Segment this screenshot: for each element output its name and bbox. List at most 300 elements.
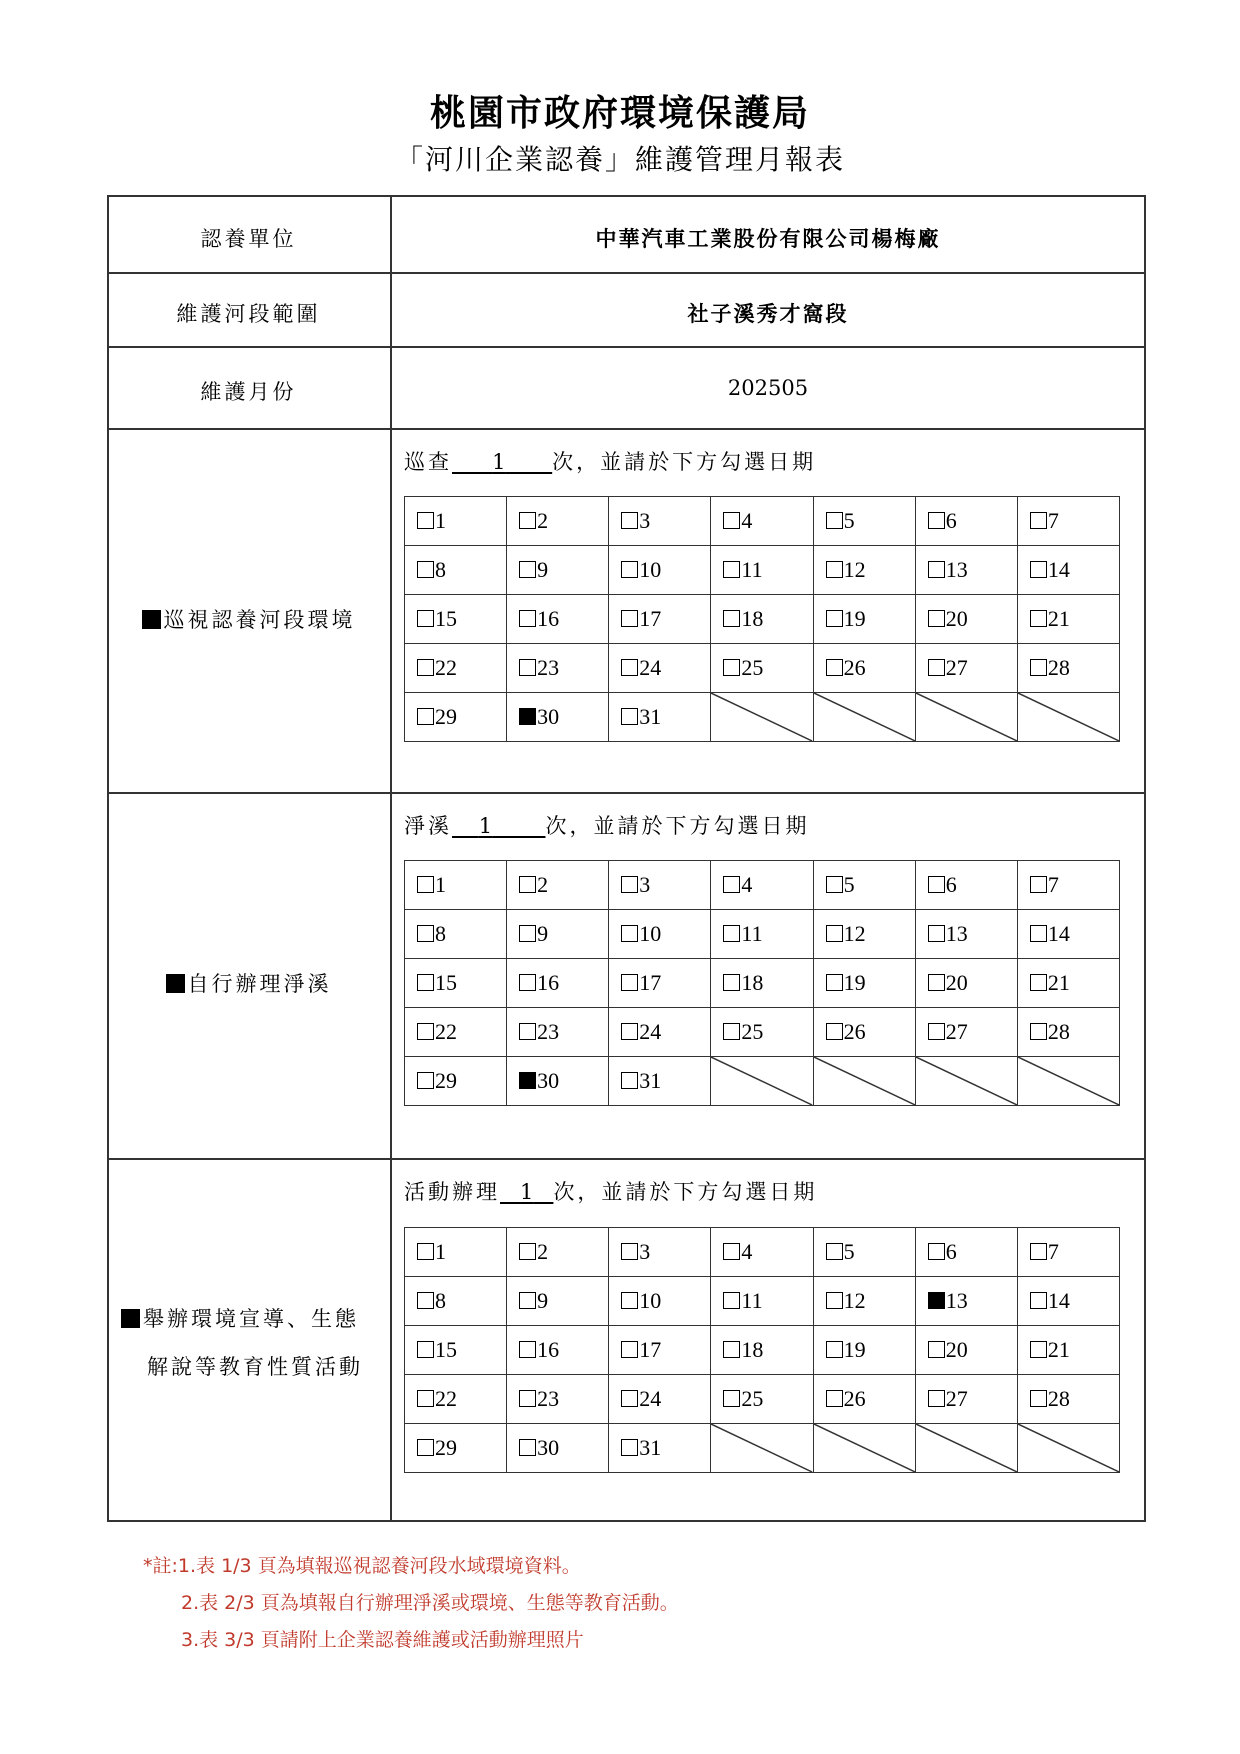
date-cell[interactable] [609, 1424, 711, 1473]
date-number: 17 [639, 970, 662, 995]
date-number: 10 [639, 557, 662, 582]
empty-date-cell [1017, 693, 1119, 742]
date-cell[interactable] [711, 910, 813, 959]
date-number: 5 [843, 508, 855, 533]
row-divider [107, 346, 1146, 348]
checkbox-icon[interactable] [519, 876, 536, 893]
row-divider [107, 792, 1146, 794]
date-number: 25 [741, 1386, 764, 1411]
page-title: 桃園市政府環境保護局 [429, 92, 810, 134]
date-number: 18 [741, 1337, 764, 1362]
checkbox-icon[interactable] [1030, 1292, 1047, 1309]
date-cell[interactable] [405, 910, 507, 959]
checkbox-icon[interactable] [826, 925, 843, 942]
date-cell[interactable] [1017, 959, 1119, 1008]
date-number: 24 [639, 1386, 662, 1411]
checkbox-icon[interactable] [621, 1439, 638, 1456]
date-cell[interactable] [1017, 1375, 1119, 1424]
date-cell[interactable] [915, 1375, 1017, 1424]
date-cell[interactable] [813, 861, 915, 910]
checkbox-icon[interactable] [621, 1023, 638, 1040]
checkbox-icon[interactable] [826, 1390, 843, 1407]
date-number: 12 [843, 921, 866, 946]
checkbox-icon[interactable] [621, 512, 638, 529]
checkbox-icon[interactable] [417, 1243, 434, 1260]
date-cell[interactable] [711, 1375, 813, 1424]
date-cell[interactable] [405, 1424, 507, 1473]
diagonal-slash-icon [1018, 693, 1119, 741]
date-number: 27 [945, 1386, 968, 1411]
date-cell[interactable] [609, 546, 711, 595]
date-number: 6 [945, 872, 957, 897]
section-patrol-label: 巡視認養河段環境 [107, 604, 390, 634]
date-number: 9 [537, 557, 549, 582]
checkbox-icon[interactable] [826, 561, 843, 578]
diagonal-slash-icon [916, 1057, 1017, 1105]
date-number: 15 [435, 606, 457, 631]
date-number: 29 [435, 1435, 457, 1460]
checkbox-icon[interactable] [417, 512, 434, 529]
date-cell[interactable] [609, 1277, 711, 1326]
checkbox-icon[interactable] [519, 1341, 536, 1358]
activity-date-grid [404, 1227, 1120, 1473]
checkbox-icon[interactable] [1030, 659, 1047, 676]
date-number: 18 [741, 606, 764, 631]
checkbox-icon[interactable] [519, 610, 536, 627]
checkbox-icon[interactable] [417, 1072, 434, 1089]
cleanup-count-line: 淨溪 1 次，並請於下方勾選日期 [404, 814, 810, 838]
checkbox-icon[interactable] [417, 659, 434, 676]
checkbox-icon[interactable] [621, 708, 638, 725]
date-number: 25 [741, 1019, 764, 1044]
date-cell[interactable] [915, 959, 1017, 1008]
date-grid-row [405, 546, 1120, 595]
date-cell[interactable] [405, 1008, 507, 1057]
date-cell[interactable] [405, 861, 507, 910]
date-grid-row [405, 497, 1120, 546]
date-cell[interactable] [711, 861, 813, 910]
date-cell[interactable] [405, 1277, 507, 1326]
checkbox-icon[interactable] [519, 659, 536, 676]
checkbox-icon[interactable] [417, 708, 434, 725]
date-number: 29 [435, 704, 457, 729]
checkbox-icon[interactable] [1030, 512, 1047, 529]
date-grid-row [405, 1277, 1120, 1326]
date-number: 22 [435, 1386, 457, 1411]
unit-label: 認養單位 [200, 227, 297, 251]
date-number: 30 [537, 1068, 560, 1093]
checkbox-icon[interactable] [723, 1023, 740, 1040]
checkbox-icon[interactable] [723, 1390, 740, 1407]
date-number: 5 [843, 872, 855, 897]
date-cell[interactable] [1017, 595, 1119, 644]
checkbox-icon[interactable] [723, 925, 740, 942]
checkbox-icon[interactable] [723, 610, 740, 627]
date-cell[interactable] [609, 1375, 711, 1424]
date-cell[interactable] [813, 1375, 915, 1424]
checkbox-icon[interactable] [621, 1243, 638, 1260]
date-cell[interactable] [915, 1326, 1017, 1375]
checkbox-icon[interactable] [621, 610, 638, 627]
date-grid-row [405, 1326, 1120, 1375]
date-cell[interactable] [507, 546, 609, 595]
activity-count-field[interactable]: 1 [520, 1180, 534, 1204]
date-number: 3 [639, 508, 651, 533]
checkbox-icon[interactable] [723, 561, 740, 578]
checkbox-icon[interactable] [417, 1341, 434, 1358]
date-cell[interactable] [1017, 1228, 1119, 1277]
checkbox-icon[interactable] [519, 974, 536, 991]
date-number: 4 [741, 508, 753, 533]
empty-date-cell [813, 693, 915, 742]
date-number: 20 [945, 606, 968, 631]
date-cell[interactable] [609, 693, 711, 742]
checkbox-icon[interactable] [928, 1341, 945, 1358]
date-number: 26 [843, 1386, 866, 1411]
date-cell[interactable] [609, 1008, 711, 1057]
row-divider [107, 1158, 1146, 1160]
checkbox-icon[interactable] [621, 974, 638, 991]
checkbox-icon[interactable] [723, 512, 740, 529]
date-grid-row [405, 644, 1120, 693]
checkbox-icon[interactable] [723, 876, 740, 893]
checkbox-icon[interactable] [826, 610, 843, 627]
date-cell[interactable] [507, 910, 609, 959]
checkbox-icon[interactable] [519, 1390, 536, 1407]
date-number: 25 [741, 655, 764, 680]
date-grid-row [405, 910, 1120, 959]
checked-box-icon[interactable] [142, 610, 161, 629]
date-number: 27 [945, 1019, 968, 1044]
date-number: 15 [435, 1337, 457, 1362]
date-number: 27 [945, 655, 968, 680]
section-education-label: 舉辦環境宣導、生態 解說等教育性質活動 [107, 1295, 390, 1391]
checkbox-icon[interactable] [519, 1243, 536, 1260]
checkbox-icon[interactable] [621, 1072, 638, 1089]
date-cell[interactable] [609, 595, 711, 644]
checkbox-icon[interactable] [723, 1243, 740, 1260]
date-cell[interactable] [915, 861, 1017, 910]
checkbox-icon[interactable] [1030, 1390, 1047, 1407]
date-number: 14 [1047, 921, 1070, 946]
note-line: *註:1.表 1/3 頁為填報巡視認養河段水域環境資料。 [143, 1555, 581, 1577]
date-number: 23 [537, 1386, 560, 1411]
checkbox-icon[interactable] [621, 876, 638, 893]
patrol-date-grid [404, 496, 1120, 742]
date-cell[interactable] [915, 1228, 1017, 1277]
date-cell[interactable] [711, 497, 813, 546]
date-cell[interactable] [711, 546, 813, 595]
checkbox-icon[interactable] [417, 974, 434, 991]
date-cell[interactable] [405, 644, 507, 693]
date-cell[interactable] [711, 959, 813, 1008]
date-cell[interactable] [507, 1008, 609, 1057]
date-number: 2 [537, 872, 549, 897]
patrol-count-field[interactable]: 1 [492, 450, 506, 474]
checked-box-icon[interactable] [928, 1292, 945, 1309]
date-cell[interactable] [609, 497, 711, 546]
date-number: 19 [843, 1337, 866, 1362]
checkbox-icon[interactable] [928, 1243, 945, 1260]
date-cell[interactable] [711, 595, 813, 644]
date-cell[interactable] [507, 861, 609, 910]
date-cell[interactable] [915, 910, 1017, 959]
checkbox-icon[interactable] [826, 512, 843, 529]
empty-date-cell [711, 693, 813, 742]
date-cell[interactable] [915, 1008, 1017, 1057]
checkbox-icon[interactable] [1030, 974, 1047, 991]
checkbox-icon[interactable] [1030, 1243, 1047, 1260]
date-cell[interactable] [1017, 861, 1119, 910]
date-number: 31 [639, 1068, 662, 1093]
checkbox-icon[interactable] [723, 974, 740, 991]
date-cell[interactable] [1017, 546, 1119, 595]
date-number: 15 [435, 970, 457, 995]
date-number: 2 [537, 508, 549, 533]
date-cell[interactable] [813, 910, 915, 959]
checkbox-icon[interactable] [826, 659, 843, 676]
checkbox-icon[interactable] [826, 1243, 843, 1260]
checkbox-icon[interactable] [1030, 876, 1047, 893]
checkbox-icon[interactable] [417, 1292, 434, 1309]
checkbox-icon[interactable] [621, 1341, 638, 1358]
date-cell[interactable] [507, 1326, 609, 1375]
checkbox-icon[interactable] [417, 1390, 434, 1407]
checkbox-icon[interactable] [1030, 1023, 1047, 1040]
checkbox-icon[interactable] [417, 610, 434, 627]
date-cell[interactable] [711, 1008, 813, 1057]
date-number: 13 [945, 921, 968, 946]
diagonal-slash-icon [711, 693, 812, 741]
checkbox-icon[interactable] [928, 1023, 945, 1040]
date-number: 22 [435, 1019, 457, 1044]
date-cell[interactable] [507, 1228, 609, 1277]
date-number: 26 [843, 655, 866, 680]
date-grid-row [405, 693, 1120, 742]
checkbox-icon[interactable] [519, 1023, 536, 1040]
date-number: 7 [1047, 1239, 1059, 1264]
checkbox-icon[interactable] [928, 925, 945, 942]
checkbox-icon[interactable] [826, 876, 843, 893]
patrol-count-line: 巡查 1 次，並請於下方勾選日期 [404, 450, 817, 474]
date-cell[interactable] [813, 1326, 915, 1375]
date-cell[interactable] [507, 693, 609, 742]
date-cell[interactable] [609, 1057, 711, 1106]
date-cell[interactable] [609, 1228, 711, 1277]
date-cell[interactable] [813, 959, 915, 1008]
empty-date-cell [915, 1057, 1017, 1106]
checkbox-icon[interactable] [1030, 925, 1047, 942]
date-cell[interactable] [915, 644, 1017, 693]
checkbox-icon[interactable] [1030, 1341, 1047, 1358]
date-cell[interactable] [1017, 497, 1119, 546]
checkbox-icon[interactable] [928, 610, 945, 627]
date-cell[interactable] [609, 644, 711, 693]
checkbox-icon[interactable] [723, 1292, 740, 1309]
checkbox-icon[interactable] [928, 876, 945, 893]
date-grid-row [405, 1057, 1120, 1106]
date-cell[interactable] [915, 497, 1017, 546]
checkbox-icon[interactable] [519, 512, 536, 529]
checkbox-icon[interactable] [621, 561, 638, 578]
date-number: 28 [1047, 655, 1070, 680]
date-cell[interactable] [915, 595, 1017, 644]
checkbox-icon[interactable] [519, 1439, 536, 1456]
checked-box-icon[interactable] [121, 1309, 140, 1328]
date-cell[interactable] [609, 861, 711, 910]
date-cell[interactable] [609, 910, 711, 959]
page-subtitle: 「河川企業認養」維護管理月報表 [394, 143, 845, 176]
date-number: 30 [537, 704, 560, 729]
empty-date-cell [1017, 1057, 1119, 1106]
date-grid-row [405, 1375, 1120, 1424]
date-cell[interactable] [813, 1277, 915, 1326]
date-cell[interactable] [507, 644, 609, 693]
date-cell[interactable] [405, 1326, 507, 1375]
date-cell[interactable] [405, 1228, 507, 1277]
empty-date-cell [915, 693, 1017, 742]
checkbox-icon[interactable] [519, 925, 536, 942]
checkbox-icon[interactable] [417, 1023, 434, 1040]
date-number: 24 [639, 655, 662, 680]
date-number: 7 [1047, 508, 1059, 533]
range-label: 維護河段範圍 [176, 302, 321, 326]
date-cell[interactable] [1017, 1277, 1119, 1326]
date-cell[interactable] [405, 1057, 507, 1106]
checkbox-icon[interactable] [928, 1390, 945, 1407]
checkbox-icon[interactable] [1030, 561, 1047, 578]
date-grid-row [405, 1008, 1120, 1057]
checkbox-icon[interactable] [621, 1390, 638, 1407]
diagonal-slash-icon [916, 693, 1017, 741]
checkbox-icon[interactable] [928, 974, 945, 991]
date-cell[interactable] [915, 546, 1017, 595]
date-number: 6 [945, 1239, 957, 1264]
date-cell[interactable] [711, 1326, 813, 1375]
date-cell[interactable] [1017, 1326, 1119, 1375]
row-divider [107, 428, 1146, 430]
checkbox-icon[interactable] [928, 512, 945, 529]
date-cell[interactable] [813, 1228, 915, 1277]
date-cell[interactable] [405, 693, 507, 742]
date-number: 11 [741, 921, 763, 946]
checkbox-icon[interactable] [826, 974, 843, 991]
checkbox-icon[interactable] [417, 876, 434, 893]
date-number: 8 [435, 921, 446, 946]
date-cell[interactable] [405, 959, 507, 1008]
checkbox-icon[interactable] [519, 1292, 536, 1309]
date-cell[interactable] [507, 959, 609, 1008]
date-cell[interactable] [507, 497, 609, 546]
date-cell[interactable] [813, 1008, 915, 1057]
cleanup-count-field[interactable]: 1 [478, 814, 493, 838]
date-cell[interactable] [507, 1424, 609, 1473]
date-cell[interactable] [507, 1277, 609, 1326]
checkbox-icon[interactable] [928, 659, 945, 676]
date-cell[interactable] [813, 546, 915, 595]
date-number: 31 [639, 1435, 662, 1460]
checked-box-icon[interactable] [166, 974, 185, 993]
date-cell[interactable] [507, 1375, 609, 1424]
checkbox-icon[interactable] [928, 561, 945, 578]
date-number: 26 [843, 1019, 866, 1044]
checkbox-icon[interactable] [417, 1439, 434, 1456]
date-cell[interactable] [1017, 644, 1119, 693]
date-number: 4 [741, 1239, 753, 1264]
date-cell[interactable] [813, 595, 915, 644]
checkbox-icon[interactable] [826, 1023, 843, 1040]
date-cell[interactable] [813, 497, 915, 546]
date-cell[interactable] [609, 959, 711, 1008]
empty-date-cell [711, 1424, 813, 1473]
date-cell[interactable] [507, 1057, 609, 1106]
date-cell[interactable] [405, 497, 507, 546]
month-value: 202505 [727, 376, 809, 400]
date-number: 13 [945, 1288, 968, 1313]
date-cell[interactable] [711, 1228, 813, 1277]
date-number: 29 [435, 1068, 457, 1093]
checkbox-icon[interactable] [723, 1341, 740, 1358]
date-number: 3 [639, 872, 651, 897]
date-grid-row [405, 1228, 1120, 1277]
date-cell[interactable] [609, 1326, 711, 1375]
date-number: 9 [537, 1288, 549, 1313]
date-cell[interactable] [915, 1277, 1017, 1326]
date-number: 31 [639, 704, 662, 729]
date-number: 4 [741, 872, 753, 897]
date-number: 20 [945, 970, 968, 995]
checkbox-icon[interactable] [519, 561, 536, 578]
date-cell[interactable] [1017, 1008, 1119, 1057]
date-cell[interactable] [813, 644, 915, 693]
date-cell[interactable] [1017, 910, 1119, 959]
empty-date-cell [711, 1057, 813, 1106]
date-cell[interactable] [405, 546, 507, 595]
date-number: 9 [537, 921, 549, 946]
date-number: 7 [1047, 872, 1059, 897]
checkbox-icon[interactable] [826, 1341, 843, 1358]
date-cell[interactable] [711, 644, 813, 693]
checkbox-icon[interactable] [621, 925, 638, 942]
diagonal-slash-icon [814, 693, 915, 741]
date-cell[interactable] [507, 595, 609, 644]
date-number: 21 [1047, 1337, 1070, 1362]
checkbox-icon[interactable] [621, 659, 638, 676]
date-number: 18 [741, 970, 764, 995]
date-cell[interactable] [405, 1375, 507, 1424]
date-number: 2 [537, 1239, 549, 1264]
checked-box-icon[interactable] [519, 1072, 536, 1089]
section-cleanup-label: 自行辦理淨溪 [107, 968, 390, 998]
date-number: 12 [843, 557, 866, 582]
date-number: 19 [843, 606, 866, 631]
date-cell[interactable] [711, 1277, 813, 1326]
date-number: 6 [945, 508, 957, 533]
checkbox-icon[interactable] [826, 1292, 843, 1309]
diagonal-slash-icon [814, 1424, 915, 1472]
date-number: 13 [945, 557, 968, 582]
date-number: 30 [537, 1435, 560, 1460]
checked-box-icon[interactable] [519, 708, 536, 725]
checkbox-icon[interactable] [417, 925, 434, 942]
checkbox-icon[interactable] [723, 659, 740, 676]
diagonal-slash-icon [1018, 1424, 1119, 1472]
date-cell[interactable] [405, 595, 507, 644]
checkbox-icon[interactable] [417, 561, 434, 578]
date-number: 21 [1047, 970, 1070, 995]
checkbox-icon[interactable] [621, 1292, 638, 1309]
checkbox-icon[interactable] [1030, 610, 1047, 627]
